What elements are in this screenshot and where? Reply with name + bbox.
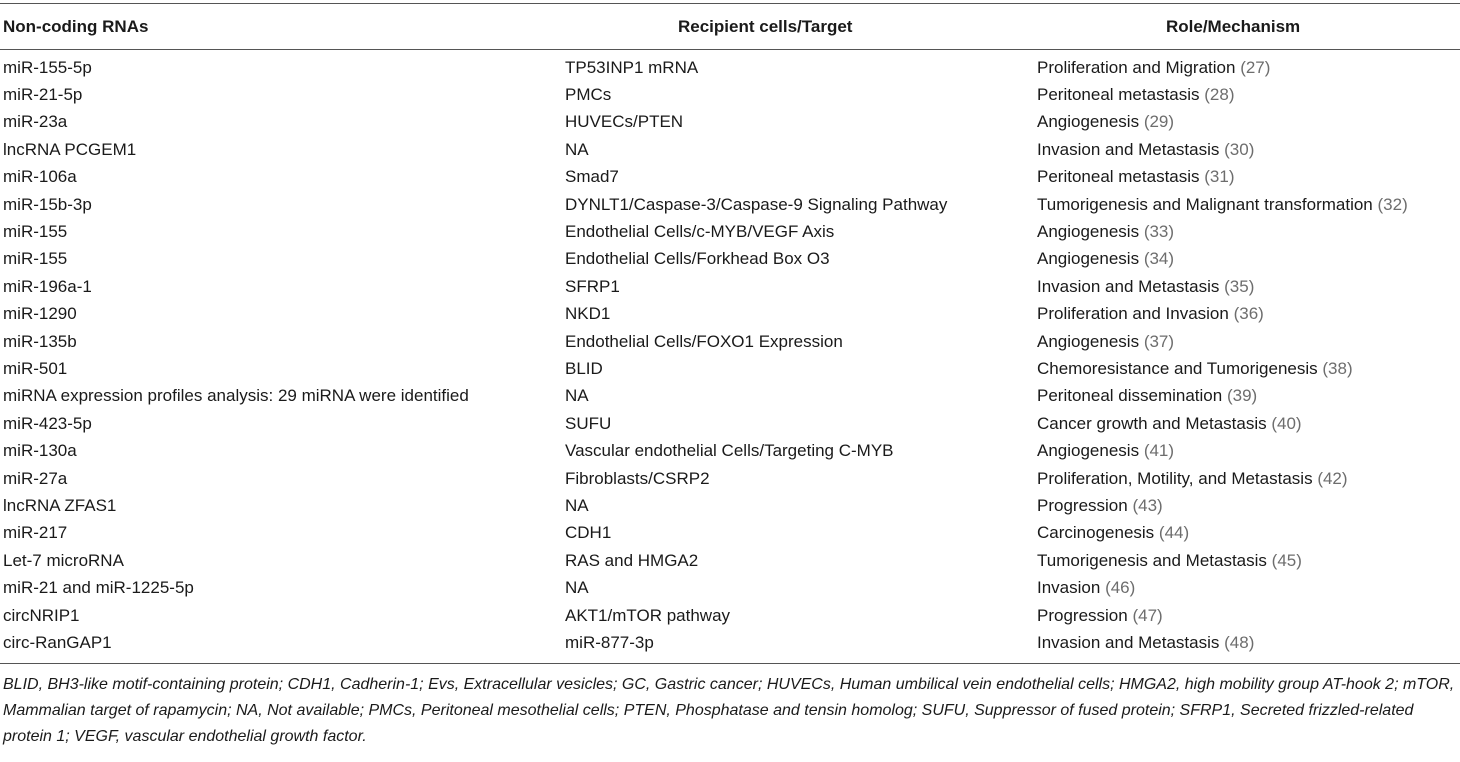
cell-recipient-target: Endothelial Cells/Forkhead Box O3	[565, 249, 830, 269]
cell-role-mechanism	[1034, 246, 1460, 273]
cell-role-mechanism	[1034, 273, 1460, 300]
cell-recipient-target: NA	[565, 495, 589, 515]
cell-non-coding-rna: circ-RanGAP1	[0, 629, 562, 663]
table-row	[0, 164, 1460, 191]
table-row	[0, 109, 1460, 136]
reference-citation: (35)	[1224, 276, 1255, 296]
cell-non-coding-rna: Let-7 microRNA	[3, 550, 124, 570]
header-role-mechanism: Role/Mechanism	[1034, 4, 1460, 50]
cell-recipient-target: DYNLT1/Caspase-3/Caspase-9 Signaling Pathway	[565, 194, 948, 214]
cell-non-coding-rna: miRNA expression profiles analysis: 29 miRNA were identified	[3, 386, 469, 406]
cell-non-coding-rna: miR-135b	[3, 331, 77, 351]
cell-recipient-target: PMCs	[565, 85, 612, 105]
cell-role-mechanism	[1034, 465, 1460, 492]
cell-non-coding-rna: miR-1290	[3, 304, 77, 324]
cell-role-mechanism	[1034, 547, 1460, 574]
table-row	[0, 383, 1460, 410]
cell-role-mechanism	[1034, 109, 1460, 136]
table-row	[0, 520, 1460, 547]
table-row	[0, 273, 1460, 300]
table-row	[0, 602, 1460, 629]
table-row	[0, 410, 1460, 437]
role-text: Progression	[1037, 605, 1128, 625]
reference-citation: (39)	[1226, 386, 1258, 406]
role-text: Proliferation and Migration	[1037, 57, 1236, 77]
role-text: Invasion and Metastasis	[1037, 276, 1220, 296]
reference-citation: (30)	[1224, 139, 1255, 159]
cell-non-coding-rna: miR-21 and miR-1225-5p	[3, 578, 194, 598]
cell-non-coding-rna: miR-15b-3p	[3, 194, 92, 214]
ncrna-table	[0, 4, 1460, 664]
cell-recipient-target: HUVECs/PTEN	[565, 112, 684, 132]
reference-citation: (37)	[1143, 331, 1175, 351]
cell-role-mechanism	[1034, 629, 1460, 663]
reference-citation: (41)	[1143, 441, 1175, 461]
header-non-coding-rnas: Non-coding RNAs	[0, 4, 562, 50]
cell-non-coding-rna: miR-155	[3, 249, 68, 269]
reference-citation: (27)	[1240, 57, 1271, 77]
cell-role-mechanism	[1034, 520, 1460, 547]
cell-non-coding-rna: lncRNA ZFAS1	[3, 495, 117, 515]
role-text: Angiogenesis	[1037, 112, 1140, 132]
reference-citation: (45)	[1271, 550, 1302, 570]
cell-recipient-target: BLID	[565, 358, 603, 378]
cell-role-mechanism	[1034, 410, 1460, 437]
reference-citation: (46)	[1105, 578, 1136, 598]
cell-recipient-target: miR-877-3p	[562, 629, 1034, 663]
cell-recipient-target: RAS and HMGA2	[565, 550, 699, 570]
cell-non-coding-rna: miR-23a	[3, 112, 68, 132]
cell-role-mechanism	[1034, 50, 1460, 82]
cell-role-mechanism	[1034, 191, 1460, 218]
role-text: Proliferation, Motility, and Metastasis	[1037, 468, 1313, 488]
table-row	[0, 81, 1460, 108]
cell-role-mechanism	[1034, 574, 1460, 601]
cell-recipient-target: NA	[565, 139, 589, 159]
cell-recipient-target: CDH1	[565, 523, 612, 543]
role-text: Tumorigenesis and Metastasis	[1037, 550, 1267, 570]
table-row	[0, 574, 1460, 601]
cell-role-mechanism	[1034, 328, 1460, 355]
cell-non-coding-rna: miR-501	[3, 358, 68, 378]
cell-recipient-target: NA	[565, 578, 589, 598]
cell-non-coding-rna: miR-27a	[3, 468, 68, 488]
role-text: Progression	[1037, 495, 1128, 515]
cell-recipient-target: Vascular endothelial Cells/Targeting C-MYB	[565, 441, 894, 461]
cell-recipient-target: Endothelial Cells/FOXO1 Expression	[565, 331, 843, 351]
cell-non-coding-rna: lncRNA PCGEM1	[3, 139, 137, 159]
role-text: Cancer growth and Metastasis	[1037, 413, 1267, 433]
cell-role-mechanism	[1034, 81, 1460, 108]
cell-role-mechanism	[1034, 602, 1460, 629]
cell-recipient-target: TP53INP1 mRNA	[565, 57, 699, 77]
cell-non-coding-rna: miR-217	[3, 523, 68, 543]
reference-citation: (43)	[1132, 495, 1163, 515]
role-text: Carcinogenesis	[1037, 523, 1155, 543]
table-body	[0, 50, 1460, 664]
table-row	[0, 191, 1460, 218]
table-row	[0, 301, 1460, 328]
reference-citation: (28)	[1204, 85, 1235, 105]
cell-recipient-target: NA	[565, 386, 589, 406]
role-text: Angiogenesis	[1037, 331, 1140, 351]
table-row	[0, 437, 1460, 464]
reference-citation: (40)	[1271, 413, 1302, 433]
reference-citation: (34)	[1143, 249, 1175, 269]
role-text: Proliferation and Invasion	[1037, 304, 1229, 324]
reference-citation: (38)	[1322, 358, 1353, 378]
role-text: Angiogenesis	[1037, 441, 1140, 461]
cell-recipient-target: Smad7	[565, 167, 619, 187]
cell-role-mechanism	[1034, 301, 1460, 328]
table-row	[0, 492, 1460, 519]
role-text: Peritoneal dissemination	[1037, 386, 1223, 406]
cell-non-coding-rna: miR-155-5p	[3, 57, 92, 77]
cell-role-mechanism	[1034, 492, 1460, 519]
cell-role-mechanism	[1034, 218, 1460, 245]
reference-citation: (29)	[1143, 112, 1175, 132]
table-row	[0, 50, 1460, 82]
reference-citation: (47)	[1132, 605, 1163, 625]
table-row	[0, 629, 1460, 663]
role-text: Invasion and Metastasis	[1037, 632, 1220, 652]
cell-role-mechanism	[1034, 164, 1460, 191]
data-table-container	[0, 3, 1460, 750]
table-row	[0, 218, 1460, 245]
role-text: Angiogenesis	[1037, 222, 1140, 242]
cell-recipient-target: SUFU	[565, 413, 612, 433]
role-text: Peritoneal metastasis	[1037, 85, 1200, 105]
reference-citation: (48)	[1224, 632, 1255, 652]
cell-non-coding-rna: miR-130a	[3, 441, 77, 461]
table-row	[0, 547, 1460, 574]
cell-recipient-target: Fibroblasts/CSRP2	[565, 468, 710, 488]
cell-role-mechanism	[1034, 355, 1460, 382]
header-recipient-cells-target: Recipient cells/Target	[562, 4, 1034, 50]
reference-citation: (42)	[1317, 468, 1348, 488]
table-row	[0, 355, 1460, 382]
reference-citation: (32)	[1377, 194, 1408, 214]
reference-citation: (36)	[1233, 304, 1264, 324]
cell-recipient-target: SFRP1	[565, 276, 620, 296]
reference-citation: (31)	[1204, 167, 1235, 187]
cell-recipient-target: AKT1/mTOR pathway	[565, 605, 731, 625]
role-text: Invasion	[1037, 578, 1101, 598]
table-footnote: BLID, BH3-like motif-containing protein; CDH1, Cadherin-1; Evs, Extracellular vesicles; GC, Gastric cancer; HUVECs, Human umbilical vein endothelial cells; HMGA2, high mobility group AT-hook 2; mTOR, Mammalian target of rapamycin; NA, Not available; PMCs, Peritoneal mesothelial cells; PTEN, Phosphatase and tensin homolog; SUFU, Suppressor of fused protein; SFRP1, Secreted frizzled-related protein 1; VEGF, vascular endothelial growth factor.	[3, 675, 1455, 745]
reference-citation: (44)	[1158, 523, 1190, 543]
table-row	[0, 136, 1460, 163]
cell-non-coding-rna: miR-21-5p	[3, 85, 83, 105]
cell-non-coding-rna: miR-155	[3, 222, 68, 242]
cell-recipient-target: NKD1	[565, 304, 611, 324]
role-text: Tumorigenesis and Malignant transformation	[1037, 194, 1373, 214]
role-text: Angiogenesis	[1037, 249, 1140, 269]
cell-role-mechanism	[1034, 136, 1460, 163]
cell-role-mechanism	[1034, 437, 1460, 464]
cell-role-mechanism	[1034, 383, 1460, 410]
cell-recipient-target: Endothelial Cells/c-MYB/VEGF Axis	[565, 222, 835, 242]
table-header-row	[0, 4, 1460, 50]
role-text: Invasion and Metastasis	[1037, 139, 1220, 159]
table-row	[0, 328, 1460, 355]
reference-citation: (33)	[1143, 222, 1175, 242]
table-row	[0, 246, 1460, 273]
cell-non-coding-rna: miR-106a	[3, 167, 77, 187]
cell-non-coding-rna: miR-423-5p	[3, 413, 92, 433]
role-text: Chemoresistance and Tumorigenesis	[1037, 358, 1318, 378]
cell-non-coding-rna: circNRIP1	[3, 605, 80, 625]
cell-non-coding-rna: miR-196a-1	[3, 276, 92, 296]
table-row	[0, 465, 1460, 492]
role-text: Peritoneal metastasis	[1037, 167, 1200, 187]
